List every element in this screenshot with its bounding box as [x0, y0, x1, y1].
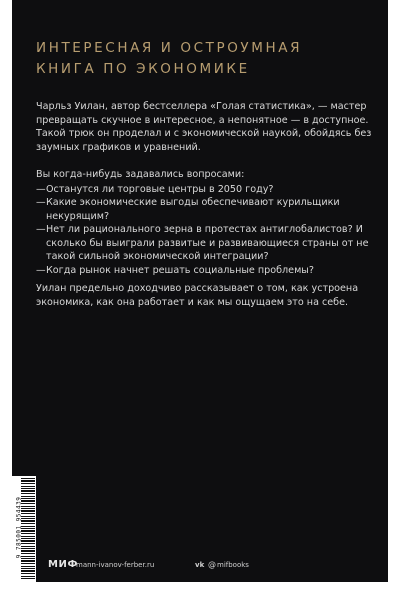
intro-paragraph: [36, 100, 381, 154]
at-icon: @: [208, 560, 216, 569]
barcode-digits: 9 785001 954439: [15, 496, 23, 559]
question-text: Нет ли рационального зерна в протестах антиглобалистов? И сколько бы выиграли развитые и развивающиеся страны от не такой сильной экономической интеграции?: [46, 224, 369, 262]
book-back-cover: [12, 0, 388, 582]
question-item: [36, 183, 381, 197]
question-dash: —: [36, 264, 46, 276]
question-dash: —: [36, 197, 46, 208]
questions-title: Вы когда-нибудь задавались вопросами:: [36, 169, 245, 180]
question-item: [36, 223, 381, 264]
barcode-bars: [21, 478, 35, 580]
question-text: Останутся ли торговые центры в 2050 году?: [46, 183, 274, 195]
vk-icon: vk: [195, 561, 205, 569]
social-handle: mifbooks: [217, 561, 249, 569]
publisher-site: mann-ivanov-ferber.ru: [76, 561, 155, 569]
headline-line-2: КНИГА ПО ЭКОНОМИКЕ: [36, 61, 250, 77]
barcode: [12, 476, 36, 582]
question-text: Какие экономические выгоды обеспечивают курильщики некурящим?: [46, 197, 340, 222]
questions-block: [36, 168, 381, 277]
question-text: Когда рынок начнет решать социальные проблемы?: [46, 264, 314, 276]
headline: [36, 38, 366, 80]
question-dash: —: [36, 224, 46, 235]
headline-line-1: ИНТЕРЕСНАЯ И ОСТРОУМНАЯ: [36, 40, 303, 56]
question-dash: —: [36, 183, 46, 195]
outro-text: Уилан предельно доходчиво рассказывает о том, как устроена экономика, как она работает и как мы ощущаем это на себе.: [36, 283, 359, 308]
outro-paragraph: [36, 282, 381, 309]
footer: [48, 561, 388, 575]
intro-text: Чарльз Уилан, автор бестселлера «Голая статистика», — мастер превращать скучное в интересное, а непонятное — в доступное. Такой трюк он проделал и с экономической наукой, обойдясь без заумных графиков и уравнений.: [36, 101, 372, 153]
question-item: [36, 196, 381, 223]
publisher-logo: МИФ: [48, 559, 79, 570]
question-item: [36, 264, 381, 278]
